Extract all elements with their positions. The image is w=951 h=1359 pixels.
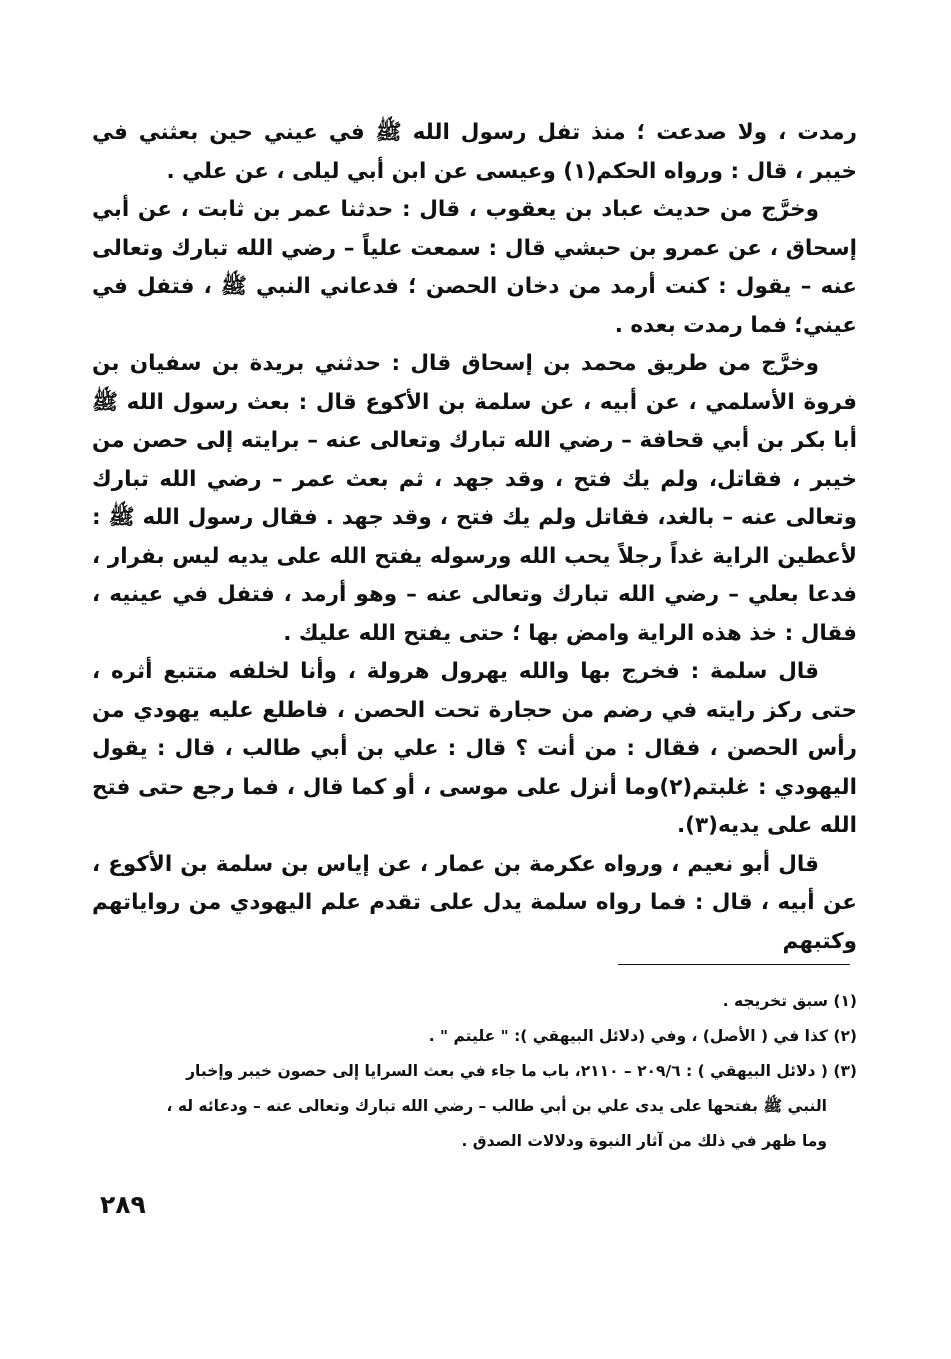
text-line: الحصن ، فقال : من أنت ؟ قال : علي بن أبي طالب ، قال : يقول اليهودي : [92,736,857,800]
text-line: غلبتم(٢)وما أنزل على موسى ، أو كما قال ، فما رجع حتى فتح الله على يديه(٣). [92,774,857,838]
paragraph-3 [92,345,857,653]
footnotes [92,984,857,1159]
footnote-divider [618,964,850,965]
paragraph-4 [92,653,857,846]
footnote-2: (٢) كذا في ( الأصل) ، وفي (دلائل البيهقي ): " عليتم " . [428,1027,857,1045]
footnote-3-continuation: النبي ﷺ بفتحها على يدى علي بن أبي طالب – رضي الله تبارك وتعالى عنه – ودعائه له ، [166,1097,827,1115]
paragraph-1 [92,114,857,191]
text-line: قال أبو نعيم ، ورواه عكرمة بن عمار ، عن إياس بن سلمة بن الأكوع ، [92,851,819,877]
paragraph-2 [92,191,857,345]
text-line: فقاتل، ولم يك فتح ، وقد جهد ، ثم بعث عمر – رضي الله تبارك وتعالى عنه – [92,466,857,530]
text-line: عيني؛ فما رمدت بعده . [614,312,857,338]
text-line: رجلاً يحب الله ورسوله يفتح الله على يديه ليس بفرار ، فدعا بعلي – رضي [92,543,857,607]
text-line: الله تبارك وتعالى عنه – وهو أرمد ، فتفل في عينيه ، فقال : خذ هذه الراية [92,582,857,646]
page-number: ٢٨٩ [100,1190,146,1219]
text-line: إسحاق ، عن عمرو بن حبشي قال : سمعت علياً – رضي الله تبارك وتعالى [92,235,857,261]
text-line: عن أبيه ، قال : فما رواه سلمة يدل على تقدم علم اليهودي من رواياتهم وكتبهم [92,890,857,954]
text-line: أبي قحافة – رضي الله تبارك وتعالى عنه – برايته إلى حصن من خيبر ، [92,428,857,492]
text-line: عنه – يقول : كنت أرمد من دخان الحصن ؛ فدعاني النبي ﷺ ، فتفل في [92,274,857,299]
text-line: قال سلمة : فخرج بها والله يهرول هرولة ، وأنا لخلفه متتبع أثره ، حتى [92,659,857,723]
text-line: رمدت ، ولا صدعت ؛ منذ تفل رسول الله ﷺ في عيني حين بعثني في خيبر ، [92,120,857,184]
text-line: بالغد، فقاتل ولم يك فتح ، وقد جهد . فقال رسول الله ﷺ : لأعطين الراية غداً [92,505,857,569]
footnote-1: (١) سبق تخريجه . [722,992,857,1010]
footnote-3-continuation: وما ظهر في ذلك من آثار النبوة ودلالات الصدق . [461,1132,827,1150]
main-text [92,114,857,961]
paragraph-5 [92,846,857,962]
text-line: وخرَّج من طريق محمد بن إسحاق قال : حدثني بريدة بن سفيان بن فروة [92,351,857,415]
text-line: وخرَّج من حديث عباد بن يعقوب ، قال : حدثنا عمر بن ثابت ، عن أبي [92,197,819,222]
text-line: ركز رايته في رضم من حجارة تحت الحصن ، فاطلع عليه يهودي من رأس [92,697,857,761]
text-line: الأسلمي ، عن أبيه ، عن سلمة بن الأكوع قال : بعث رسول الله ﷺ أبا بكر بن [92,389,857,453]
text-line: قال : ورواه الحكم(١) وعيسى عن ابن أبي ليلى ، عن علي . [166,158,788,184]
text-line: وامض بها ؛ حتى يفتح الله عليك . [283,620,630,646]
footnote-3: (٣) ( دلائل البيهقي ) : ٢٠٩/٦ – ٢١١٠، باب ما جاء في بعث السرايا إلى حصون خيبر وإخبار [186,1062,857,1080]
